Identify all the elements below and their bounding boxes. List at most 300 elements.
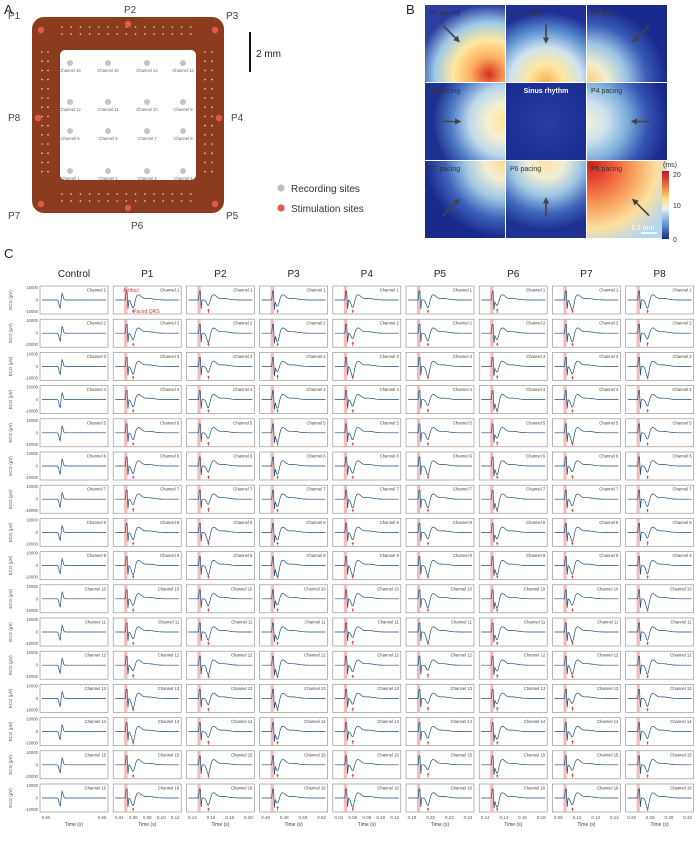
ecg-cell	[626, 286, 694, 314]
channel-tag: Channel 10	[84, 586, 106, 592]
y-axis-label: ECG (μV)	[8, 489, 13, 509]
y-axis-label: ECG (μV)	[8, 323, 13, 343]
column-header: P6	[507, 269, 520, 280]
legend-recording-dot	[277, 184, 284, 191]
ecg-cell	[113, 651, 181, 679]
ecg-cell	[186, 751, 254, 779]
x-tick-label: 0.12	[591, 815, 601, 821]
y-tick-label: -10000	[24, 773, 38, 779]
ecg-cell	[552, 386, 620, 414]
channel-tag: Channel 1	[452, 287, 472, 293]
channel-tag: Channel 12	[157, 652, 180, 658]
channel-tag: Channel 2	[379, 320, 399, 326]
ecg-cell	[406, 485, 474, 513]
map-label: P6 pacing	[510, 166, 542, 173]
y-tick-label: -10000	[24, 375, 38, 381]
channel-tag: Channel 8	[599, 519, 619, 525]
channel-label: Channel 3	[137, 176, 157, 181]
channel-label: Channel 5	[60, 136, 80, 141]
channel-tag: Channel 16	[84, 785, 106, 791]
ecg-cell	[552, 684, 620, 712]
channel-tag: Channel 15	[523, 752, 546, 758]
channel-tag: Channel 3	[160, 353, 180, 359]
ecg-cell	[479, 485, 547, 513]
ecg-cell	[186, 419, 254, 447]
channel-tag: Channel 4	[526, 387, 546, 393]
channel-tag: Channel 16	[670, 785, 692, 791]
channel-tag: Channel 16	[523, 785, 546, 791]
channel-tag: Channel 11	[158, 619, 180, 625]
channel-tag: Channel 8	[86, 519, 106, 525]
map-label: P4 pacing	[591, 88, 623, 95]
channel-tag: Channel 13	[670, 685, 692, 691]
y-tick-label: 10000	[26, 384, 38, 390]
p4-label: P4	[231, 113, 244, 124]
x-tick-label: 0.20	[244, 815, 253, 821]
channel-tag: Channel 7	[379, 486, 399, 492]
channel-tag: Channel 6	[526, 453, 546, 459]
ecg-cell	[406, 452, 474, 480]
ecg-cell	[406, 585, 474, 613]
channel-tag: Channel 7	[86, 486, 106, 492]
channel-tag: Channel 13	[230, 685, 253, 691]
ecg-cell	[479, 319, 547, 347]
ecg-cell	[40, 651, 108, 679]
x-tick-label: 0.10	[572, 815, 582, 821]
y-tick-label: 10000	[26, 285, 38, 290]
ecg-cell	[260, 452, 328, 480]
ecg-cell	[479, 585, 547, 613]
x-tick-label: 0.04	[334, 815, 344, 821]
map-label: P8 pacing	[429, 88, 461, 95]
ecg-cell	[113, 585, 181, 613]
channel-tag: Channel 12	[84, 652, 106, 658]
ecg-cell	[186, 518, 254, 546]
ecg-cell	[40, 286, 108, 314]
y-tick-label: 10000	[26, 451, 38, 456]
ecg-cell	[186, 651, 254, 679]
x-tick-label: 0.14	[610, 815, 619, 821]
ecg-cell	[406, 684, 474, 712]
ecg-cell	[479, 452, 547, 480]
y-tick-label: -10000	[24, 309, 38, 314]
x-axis-label: Time (s)	[211, 822, 230, 829]
electrode-array-diagram	[0, 0, 400, 250]
scale-label-b: 1.2 mm	[631, 225, 655, 232]
channel-tag: Channel 8	[452, 519, 472, 525]
y-axis-label: ECG (μV)	[8, 622, 13, 642]
x-tick-label: 0.50	[298, 815, 308, 821]
x-tick-label: 0.65	[97, 815, 107, 821]
ecg-cell	[113, 552, 181, 580]
y-tick-label: 0	[35, 397, 38, 403]
ecg-cell	[406, 618, 474, 646]
ecg-cell	[40, 585, 108, 613]
ecg-grid	[0, 258, 700, 850]
channel-tag: Channel 4	[306, 387, 326, 393]
ecg-cell	[40, 419, 108, 447]
channel-tag: Channel 12	[377, 652, 399, 658]
ecg-cell	[40, 751, 108, 779]
panel-letter-b: B	[406, 2, 415, 17]
y-tick-label: 0	[35, 496, 38, 502]
y-tick-label: 0	[35, 430, 38, 436]
channel-tag: Channel 10	[596, 586, 619, 592]
channel-tag: Channel 5	[233, 420, 253, 426]
channel-tag: Channel 10	[304, 586, 326, 592]
x-axis-label: Time (s)	[650, 822, 669, 829]
x-tick-label: 0.46	[261, 815, 270, 821]
ecg-cell	[333, 784, 401, 812]
x-tick-label: 0.12	[480, 815, 490, 821]
map-label: Sinus rhythm	[523, 88, 569, 95]
y-tick-label: -10000	[24, 541, 38, 547]
channel-tag: Channel 2	[233, 320, 253, 326]
y-axis-label: ECG (μV)	[8, 721, 13, 742]
channel-tag: Channel 15	[84, 752, 106, 758]
channel-tag: Channel 14	[670, 719, 692, 725]
ecg-cell	[552, 518, 620, 546]
channel-tag: Channel 3	[452, 353, 472, 359]
ecg-cell	[186, 452, 254, 480]
p1-label: P1	[8, 11, 21, 22]
x-tick-label: 0.18	[407, 815, 417, 821]
channel-label: Channel 14	[136, 68, 158, 73]
channel-tag: Channel 7	[526, 486, 546, 492]
y-tick-label: 10000	[26, 716, 38, 722]
channel-tag: Channel 10	[670, 586, 692, 592]
y-tick-label: -10000	[24, 641, 38, 646]
ecg-cell	[40, 684, 108, 712]
x-axis-label: Time (s)	[504, 822, 523, 829]
ecg-cell	[479, 386, 547, 414]
y-tick-label: 0	[35, 330, 38, 336]
ecg-cell	[260, 618, 328, 646]
ecg-cell	[260, 419, 328, 447]
map-label: P5 pacing	[591, 166, 623, 173]
y-tick-label: -10000	[24, 342, 38, 348]
channel-label: Channel 12	[59, 107, 81, 112]
ecg-cell	[186, 585, 254, 613]
column-header: P3	[287, 269, 300, 280]
x-tick-label: 0.14	[188, 815, 197, 821]
channel-tag: Channel 3	[306, 353, 326, 359]
y-tick-label: 0	[35, 729, 38, 735]
channel-tag: Channel 12	[670, 652, 692, 658]
channel-tag: Channel 4	[86, 387, 106, 393]
ecg-cell	[186, 485, 254, 513]
channel-tag: Channel 13	[157, 685, 180, 691]
ecg-cell	[552, 751, 620, 779]
ecg-cell	[40, 319, 108, 347]
x-tick-label: 0.12	[170, 815, 180, 821]
ecg-cell	[479, 651, 547, 679]
y-axis-label: ECG (μV)	[8, 356, 13, 377]
channel-tag: Channel 8	[306, 519, 326, 525]
channel-tag: Channel 9	[379, 553, 399, 559]
colorbar-tick-max: 20	[673, 172, 681, 179]
y-tick-label: 0	[35, 695, 38, 701]
channel-tag: Channel 15	[670, 752, 692, 758]
channel-tag: Channel 13	[596, 685, 619, 691]
channel-tag: Channel 7	[672, 486, 692, 492]
p5-label: P5	[226, 211, 239, 222]
x-tick-label: 0.12	[390, 815, 400, 821]
ecg-cell	[333, 386, 401, 414]
ecg-cell	[406, 552, 474, 580]
ecg-cell	[260, 518, 328, 546]
channel-tag: Channel 6	[306, 453, 326, 459]
x-tick-label: 0.14	[499, 815, 509, 821]
column-header: Control	[57, 269, 91, 280]
channel-tag: Channel 5	[452, 420, 472, 426]
y-tick-label: 10000	[26, 351, 38, 357]
ecg-cell	[260, 751, 328, 779]
y-tick-label: 10000	[26, 417, 38, 423]
colorbar-unit: (ms)	[663, 162, 677, 169]
x-tick-label: 0.26	[627, 815, 636, 821]
column-header: P2	[214, 269, 227, 280]
y-tick-label: 0	[35, 629, 38, 635]
channel-tag: Channel 12	[523, 652, 546, 658]
channel-label: Channel 2	[98, 176, 118, 181]
channel-tag: Channel 3	[599, 353, 619, 359]
y-tick-label: -10000	[24, 807, 38, 812]
channel-tag: Channel 2	[452, 320, 472, 326]
channel-tag: Channel 14	[230, 719, 253, 725]
channel-tag: Channel 2	[86, 320, 106, 326]
channel-tag: Channel 11	[597, 619, 619, 625]
channel-tag: Channel 10	[230, 586, 253, 592]
y-axis-label: ECG (μV)	[8, 755, 13, 775]
ecg-cell	[333, 585, 401, 613]
ecg-cell	[333, 684, 401, 712]
x-tick-label: 0.52	[317, 815, 326, 821]
y-tick-label: 10000	[26, 550, 38, 556]
channel-tag: Channel 15	[377, 752, 399, 758]
ecg-cell	[260, 386, 328, 414]
y-tick-label: 0	[35, 363, 38, 369]
channel-tag: Channel 14	[157, 719, 180, 725]
ecg-cell	[113, 352, 181, 380]
y-axis-label: ECG (μV)	[8, 389, 13, 410]
channel-tag: Channel 10	[157, 586, 180, 592]
channel-tag: Channel 6	[452, 453, 472, 459]
ecg-cell	[333, 485, 401, 513]
channel-tag: Channel 6	[160, 453, 180, 459]
channel-tag: Channel 10	[523, 586, 546, 592]
y-axis-label: ECG (μV)	[8, 688, 13, 709]
ecg-cell	[479, 286, 547, 314]
ecg-cell	[186, 286, 254, 314]
ecg-cell	[333, 751, 401, 779]
channel-tag: Channel 13	[450, 685, 472, 691]
ecg-cell	[333, 618, 401, 646]
x-axis-label: Time (s)	[284, 822, 303, 829]
ecg-cell	[40, 352, 108, 380]
x-tick-label: 0.18	[536, 815, 546, 821]
ecg-cell	[186, 684, 254, 712]
x-tick-label: 0.08	[362, 815, 372, 821]
channel-tag: Channel 4	[452, 387, 472, 393]
ecg-cell	[260, 485, 328, 513]
ecg-cell	[40, 452, 108, 480]
ecg-cell	[186, 352, 254, 380]
x-tick-label: 0.06	[128, 815, 138, 821]
channel-tag: Channel 12	[230, 652, 253, 658]
channel-tag: Channel 9	[233, 553, 253, 559]
ecg-cell	[40, 518, 108, 546]
channel-tag: Channel 15	[450, 752, 472, 758]
x-tick-label: 0.60	[41, 815, 51, 821]
channel-tag: Channel 12	[304, 652, 326, 658]
ecg-cell	[406, 718, 474, 746]
channel-tag: Channel 14	[304, 719, 326, 725]
y-axis-label: ECG (μV)	[8, 788, 13, 808]
y-axis-label: ECG (μV)	[8, 290, 13, 310]
ecg-cell	[626, 618, 694, 646]
ecg-cell	[186, 552, 254, 580]
channel-tag: Channel 12	[596, 652, 619, 658]
ecg-cell	[626, 452, 694, 480]
y-tick-label: 10000	[26, 583, 38, 589]
ecg-cell	[333, 419, 401, 447]
ecg-cell	[40, 718, 108, 746]
ecg-cell	[333, 518, 401, 546]
ecg-cell	[406, 386, 474, 414]
channel-tag: Channel 16	[450, 785, 472, 791]
x-tick-label: 0.08	[142, 815, 152, 821]
ecg-cell	[113, 319, 181, 347]
ecg-cell	[626, 585, 694, 613]
channel-tag: Channel 3	[672, 353, 692, 359]
y-tick-label: -10000	[24, 740, 38, 746]
channel-tag: Channel 8	[672, 519, 692, 525]
scale-label-a: 2 mm	[256, 49, 281, 60]
x-tick-label: 0.08	[554, 815, 563, 821]
ecg-cell	[40, 485, 108, 513]
ecg-cell	[260, 585, 328, 613]
colorbar-tick-mid: 10	[673, 203, 681, 210]
channel-tag: Channel 14	[523, 719, 546, 725]
ecg-cell	[333, 286, 401, 314]
channel-tag: Channel 8	[160, 519, 180, 525]
ecg-cell	[552, 618, 620, 646]
y-tick-label: 10000	[26, 783, 38, 788]
channel-tag: Channel 11	[524, 619, 546, 625]
x-tick-label: 0.18	[225, 815, 235, 821]
legend-stim-dot	[277, 204, 284, 211]
y-tick-label: 0	[35, 563, 38, 569]
channel-tag: Channel 11	[304, 619, 326, 625]
channel-tag: Channel 14	[84, 719, 106, 725]
x-tick-label: 0.16	[518, 815, 527, 821]
channel-tag: Channel 13	[304, 685, 326, 691]
ecg-cell	[626, 684, 694, 712]
channel-tag: Channel 2	[160, 320, 180, 326]
ecg-cell	[113, 386, 181, 414]
ecg-cell	[406, 518, 474, 546]
map-label: P3 pacing	[591, 10, 623, 17]
channel-tag: Channel 6	[599, 453, 619, 459]
x-tick-label: 0.10	[156, 815, 166, 821]
channel-tag: Channel 9	[160, 553, 180, 559]
ecg-cell	[406, 352, 474, 380]
channel-label: Channel 10	[136, 107, 158, 112]
channel-tag: Channel 3	[526, 353, 546, 359]
ecg-cell	[552, 319, 620, 347]
ecg-cell	[406, 751, 474, 779]
x-tick-label: 0.48	[279, 815, 289, 821]
p8-label: P8	[8, 113, 21, 124]
ecg-cell	[113, 784, 181, 812]
ecg-cell	[626, 352, 694, 380]
legend-recording-label: Recording sites	[291, 184, 360, 195]
ecg-cell	[552, 352, 620, 380]
ecg-cell	[552, 552, 620, 580]
channel-tag: Channel 9	[452, 553, 472, 559]
ecg-cell	[333, 718, 401, 746]
artifact-annotation: Artifact	[123, 288, 139, 294]
ecg-cell	[113, 518, 181, 546]
channel-tag: Channel 4	[160, 387, 180, 393]
channel-tag: Channel 5	[672, 420, 692, 426]
map-label: P2 pacing	[510, 10, 542, 17]
ecg-cell	[406, 784, 474, 812]
ecg-cell	[626, 518, 694, 546]
ecg-cell	[552, 419, 620, 447]
y-tick-label: 0	[35, 662, 38, 668]
ecg-cell	[333, 352, 401, 380]
y-tick-label: 10000	[26, 749, 38, 755]
column-header: P8	[653, 269, 666, 280]
ecg-cell	[479, 419, 547, 447]
channel-label: Channel 16	[59, 68, 81, 73]
y-axis-label: ECG (μV)	[8, 456, 13, 476]
ecg-cell	[479, 352, 547, 380]
x-tick-label: 0.28	[645, 815, 655, 821]
ecg-cell	[552, 718, 620, 746]
channel-tag: Channel 11	[377, 619, 399, 625]
channel-tag: Channel 4	[672, 387, 692, 393]
channel-tag: Channel 1	[379, 287, 399, 293]
ecg-cell	[113, 419, 181, 447]
ecg-cell	[260, 684, 328, 712]
ecg-cell	[626, 419, 694, 447]
ecg-cell	[260, 718, 328, 746]
channel-tag: Channel 9	[672, 553, 692, 559]
channel-tag: Channel 5	[306, 420, 326, 426]
ecg-cell	[626, 386, 694, 414]
y-tick-label: -10000	[24, 408, 38, 414]
ecg-cell	[479, 518, 547, 546]
channel-tag: Channel 4	[599, 387, 619, 393]
channel-tag: Channel 6	[86, 453, 106, 459]
channel-tag: Channel 8	[233, 519, 253, 525]
y-tick-label: 0	[35, 297, 38, 303]
channel-tag: Channel 6	[672, 453, 692, 459]
y-tick-label: 10000	[26, 683, 38, 689]
ecg-cell	[626, 784, 694, 812]
p7-label: P7	[8, 211, 21, 222]
ecg-cell	[552, 784, 620, 812]
y-tick-label: -10000	[24, 674, 38, 680]
x-axis-label: Time (s)	[430, 822, 450, 829]
channel-label: Channel 11	[97, 107, 119, 112]
ecg-cell	[186, 784, 254, 812]
channel-tag: Channel 15	[304, 752, 326, 758]
ecg-cell	[186, 386, 254, 414]
